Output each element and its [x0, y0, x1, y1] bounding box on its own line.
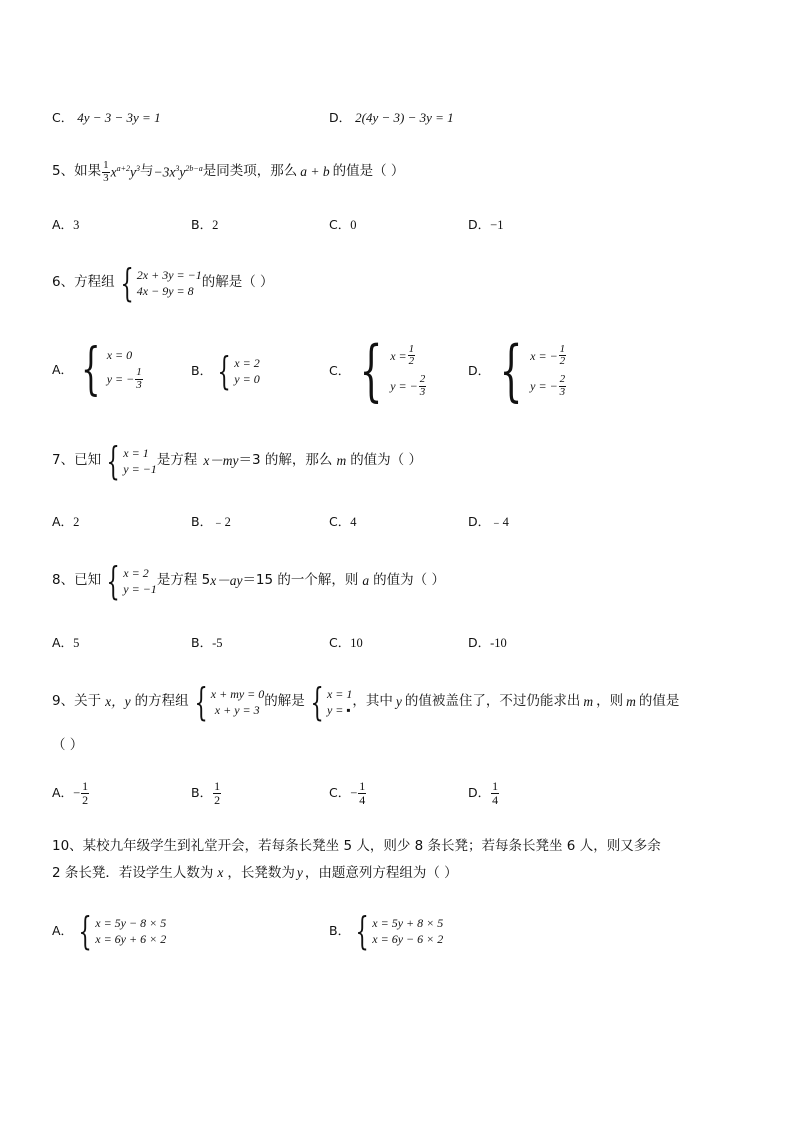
q8-prefix: 8、已知	[52, 572, 102, 589]
q6-prefix: 6、方程组	[52, 274, 115, 291]
q8-equation: x－ay	[210, 573, 243, 589]
q4-option-c-label: C．	[52, 110, 74, 125]
q5-option-a: A．3	[52, 217, 80, 232]
q7-equation: x－my	[203, 453, 239, 469]
q6-option-c: C． { x = $\frac{1}{2}$ y = − $\frac{2}{3}$	[329, 332, 426, 409]
q6-option-a: A． { x = 0 y = − $\frac{1}{3}$	[52, 337, 142, 402]
q4-option-c-expr: 4y − 3 − 3y = 1	[77, 110, 161, 125]
q9-system: { x + my = 0 x + y = 3	[194, 680, 265, 724]
q9-prefix: 9、关于	[52, 693, 102, 710]
q10-option-b: B． { x = 5y + 8 × 5 x = 6y − 6 × 2	[329, 909, 444, 953]
q10-stem-line1: 10、某校九年级学生到礼堂开会，若每条长凳坐 5 人，则少 8 条长凳；若每条长凳坐 6 人，则又多余	[52, 838, 661, 854]
q8-stem: 8、已知 { x = 2 y = −1 是方程 5 x－ay ＝15 的一个解，则 a 的值为（ ）	[52, 559, 445, 603]
q8-option-d: D．-10	[468, 635, 507, 650]
q9-option-b: B． $\frac{1}{2}$	[191, 779, 221, 807]
q6-eq1: 2x + 3y = −1	[136, 268, 202, 282]
q5-tail1: 是同类项，那么	[202, 163, 298, 180]
q5-option-d: D．−1	[468, 217, 504, 232]
q6-option-d: D． { x = − $\frac{1}{2}$ y = − $\frac{2}{3}$	[468, 332, 566, 409]
q9-option-a: A． − $\frac{1}{2}$	[52, 779, 89, 807]
q5-term2: $-3x^3y^{2b-a}$	[153, 164, 203, 180]
q7-option-c: C．4	[329, 514, 357, 529]
q6-tail: 的解是（ ）	[201, 274, 274, 291]
q9-option-c: C． − $\frac{1}{4}$	[329, 779, 366, 807]
q7-option-a: A．2	[52, 514, 80, 529]
q5-fraction	[102, 160, 110, 184]
q10-stem-line2: 2 条长凳．若设学生人数为 x ，长凳数为 y ，由题意列方程组为（ ）	[52, 865, 458, 881]
q5-option-c: C．0	[329, 217, 357, 232]
q7-option-d: D．﹣4	[468, 514, 509, 529]
q7-option-b: B．﹣2	[191, 514, 231, 529]
q5-frac-num: 1	[103, 159, 109, 171]
q4-option-c	[52, 111, 161, 125]
q5-option-b: B．2	[191, 217, 219, 232]
q5-mid: 与	[140, 163, 154, 180]
q5-prefix: 5、如果	[52, 163, 102, 180]
q10-option-a: A． { x = 5y − 8 × 5 x = 6y + 6 × 2	[52, 909, 167, 953]
q5-term1: $x^{a+2}y^3$	[110, 164, 140, 180]
q9-option-d: D． $\frac{1}{4}$	[468, 779, 499, 807]
q6-brace: {	[120, 261, 134, 305]
q7-prefix: 7、已知	[52, 452, 102, 469]
q8-option-a: A．5	[52, 635, 80, 650]
q7-system: { x = 1 y = −1	[106, 439, 157, 483]
q8-option-b: B．-5	[191, 635, 223, 650]
q6-option-b: B． { x = 2 y = 0	[191, 349, 260, 393]
q5-tail2: 的值是（ ）	[332, 163, 405, 180]
q5-expr: a + b	[300, 164, 330, 180]
q6-system	[115, 261, 202, 305]
q5-frac-den: 3	[103, 171, 109, 184]
q9-covered-value: y = ▪	[326, 703, 351, 717]
q8-system: { x = 2 y = −1	[106, 559, 157, 603]
q9-solution: { x = 1 y = ▪	[310, 680, 353, 724]
q6-stem	[52, 261, 274, 305]
q5-stem	[52, 160, 404, 184]
q9-stem: 9、关于 x，y 的方程组 { x + my = 0 x + y = 3 的解是 { x = 1 y = ▪ ，其中 y 的值被盖住了，不过仍能求出 m ，则 m 的值是	[52, 680, 680, 724]
q4-option-d-label: D．	[329, 110, 352, 125]
q4-option-d-expr: 2(4y − 3) − 3y = 1	[355, 110, 454, 125]
q4-option-d	[329, 111, 454, 125]
q9-answer-paren: （ ）	[52, 737, 84, 753]
q6-eq2: 4x − 9y = 8	[136, 284, 194, 298]
q7-stem: 7、已知 { x = 1 y = −1 是方程 x－my ＝3 的解，那么 m 的值为（ ）	[52, 439, 422, 483]
q8-option-c: C．10	[329, 635, 363, 650]
